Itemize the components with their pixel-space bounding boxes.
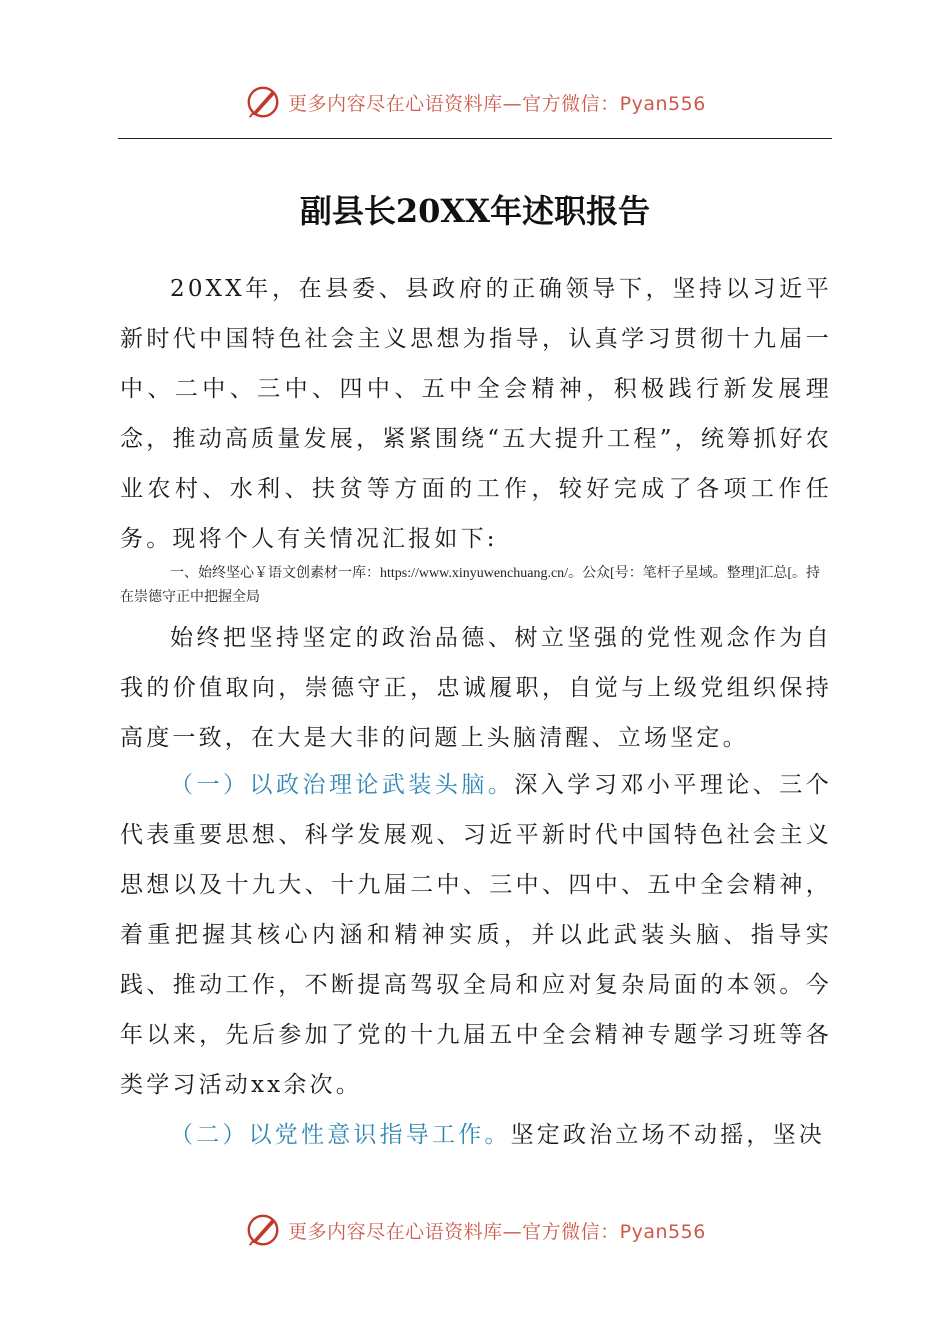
section1-paragraph: 始终把坚持坚定的政治品德、树立坚强的党性观念作为自我的价值取向，崇德守正，忠诚履职，自觉与上级党组织保持高度一致，在大是大非的问题上头脑清醒、立场坚定。 [120,625,832,751]
quill-logo-icon [244,1211,282,1249]
subsection1-paragraph [120,760,832,1110]
document-title: 副县长20XX年述职报告 [299,192,651,230]
footer-watermark [0,1208,950,1252]
watermark-text: 更多内容尽在心语资料库—官方微信：Pyan556 [288,92,706,115]
subsection2-body: 坚定政治立场不动摇，坚决 [510,1122,826,1148]
subsection2-heading: （二）以党性意识指导工作。 [170,1122,511,1148]
subsection1-heading: （一）以政治理论武装头脑。 [170,772,515,798]
subsection1-body: 深入学习邓小平理论、三个代表重要思想、科学发展观、习近平新时代中国特色社会主义思想以及十九大、十九届二中、三中、四中、五中全会精神，着重把握其核心内涵和精神实质，并以此武装头脑、指导实践、推动工作，不断提高驾驭全局和应对复杂局面的本领。今年以来，先后参加了党的十九届五中全会精神专题学习班等各类学习活动xx余次。 [120,772,832,1098]
intro-paragraph: 20XX年，在县委、县政府的正确领导下，坚持以习近平新时代中国特色社会主义思想为指导，认真学习贯彻十九届一中、二中、三中、四中、五中全会精神，积极践行新发展理念，推动高质量发展，紧紧围绕“五大提升工程”，统筹抓好农业农村、水利、扶贫等方面的工作，较好完成了各项工作任务。现将个人有关情况汇报如下: [120,276,832,552]
quill-logo-icon [244,83,282,121]
header-watermark [0,80,950,124]
section-heading-note: 一、始终坚心￥语文创素材一库：https://www.xinyuwenchuang.cn/。公众[号：笔杆子星域。整理]汇总[。持在崇德守正中把握全局 [120,566,821,605]
header-divider [118,138,832,139]
subsection2-paragraph [120,1110,832,1160]
watermark-text: 更多内容尽在心语资料库—官方微信：Pyan556 [288,1220,706,1243]
